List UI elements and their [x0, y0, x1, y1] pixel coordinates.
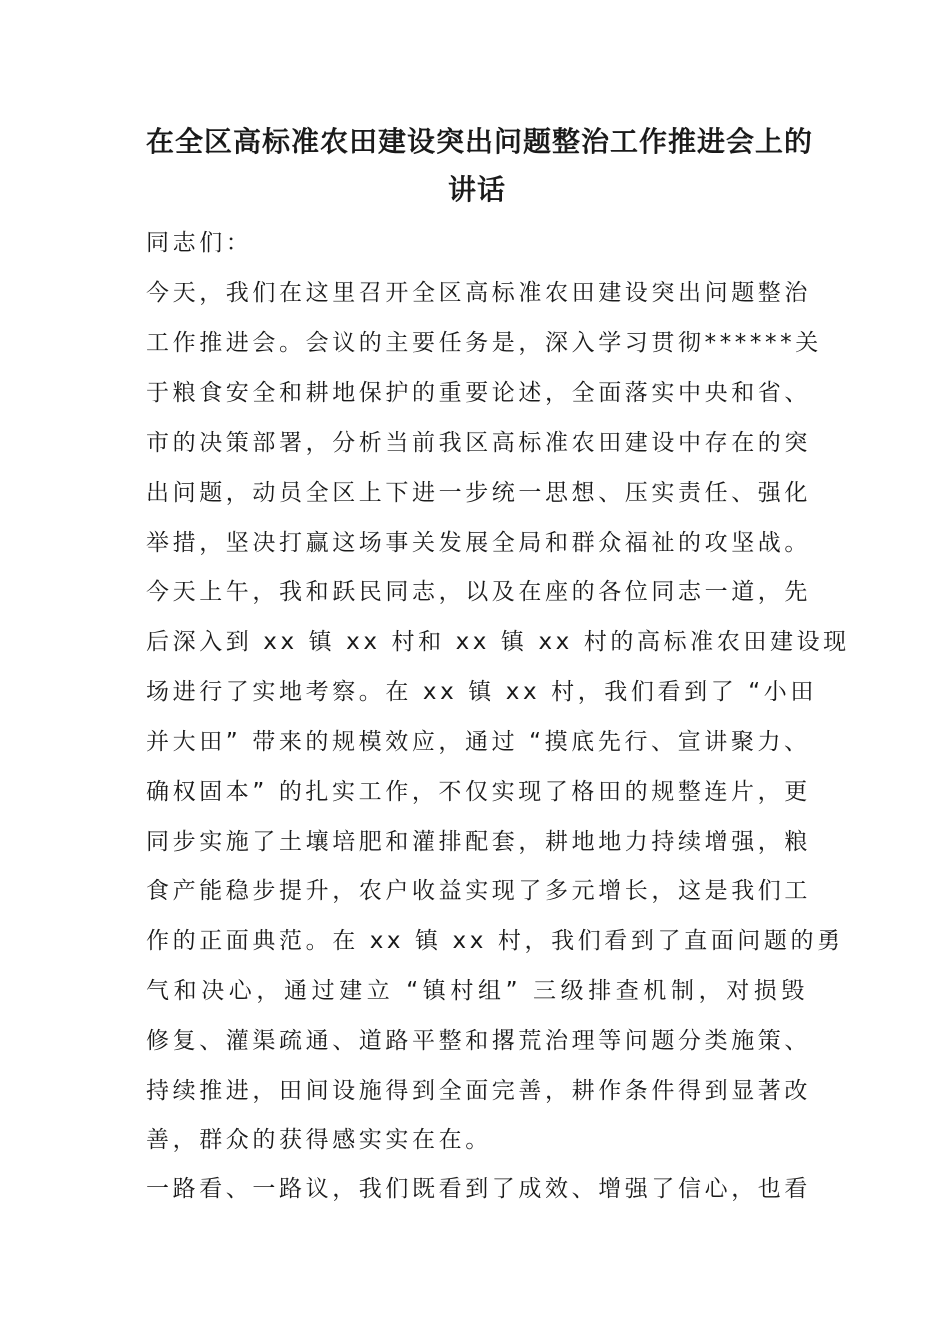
paragraph-2-line-11: 持续推进，田间设施得到全面完善，耕作条件得到显著改 — [146, 1078, 811, 1104]
paragraph-2-line-6: 同步实施了土壤培肥和灌排配套，耕地地力持续增强，粮 — [146, 829, 811, 855]
paragraph-2-line-7: 食产能稳步提升，农户收益实现了多元增长，这是我们工 — [146, 878, 811, 904]
salutation: 同志们： — [146, 230, 253, 256]
paragraph-2-line-1: 今天上午，我和跃民同志，以及在座的各位同志一道，先 — [146, 579, 811, 605]
paragraph-1-line-6: 举措，坚决打赢这场事关发展全局和群众福祉的攻坚战。 — [146, 530, 811, 556]
paragraph-1-line-1: 今天，我们在这里召开全区高标准农田建设突出问题整治 — [146, 280, 811, 306]
document-title-line-2: 讲话 — [447, 173, 506, 206]
paragraph-2-line-10: 修复、灌渠疏通、道路平整和撂荒治理等问题分类施策、 — [146, 1028, 811, 1054]
paragraph-3-line-1: 一路看、一路议，我们既看到了成效、增强了信心，也看 — [146, 1176, 811, 1202]
paragraph-2-line-4: 并大田” 带来的规模效应，通过 “摸底先行、宣讲聚力、 — [146, 729, 811, 755]
paragraph-1-line-3: 于粮食安全和耕地保护的重要论述，全面落实中央和省、 — [146, 380, 811, 406]
paragraph-2-line-8: 作的正面典范。在 xx 镇 xx 村，我们看到了直面问题的勇 — [146, 928, 844, 954]
paragraph-1-line-2: 工作推进会。会议的主要任务是，深入学习贯彻******关 — [146, 330, 822, 356]
paragraph-2-line-2: 后深入到 xx 镇 xx 村和 xx 镇 xx 村的高标准农田建设现 — [146, 629, 850, 655]
paragraph-2-line-9: 气和决心，通过建立 “镇村组” 三级排查机制，对损毁 — [146, 978, 808, 1004]
paragraph-2-line-5: 确权固本” 的扎实工作，不仅实现了格田的规整连片，更 — [146, 779, 811, 805]
document-title-line-1: 在全区高标准农田建设突出问题整治工作推进会上的 — [146, 125, 814, 158]
paragraph-1-line-4: 市的决策部署，分析当前我区高标准农田建设中存在的突 — [146, 430, 811, 456]
paragraph-2-line-12: 善，群众的获得感实实在在。 — [146, 1127, 492, 1153]
paragraph-2-line-3: 场进行了实地考察。在 xx 镇 xx 村，我们看到了 “小田 — [146, 679, 817, 705]
paragraph-1-line-5: 出问题，动员全区上下进一步统一思想、压实责任、强化 — [146, 480, 811, 506]
